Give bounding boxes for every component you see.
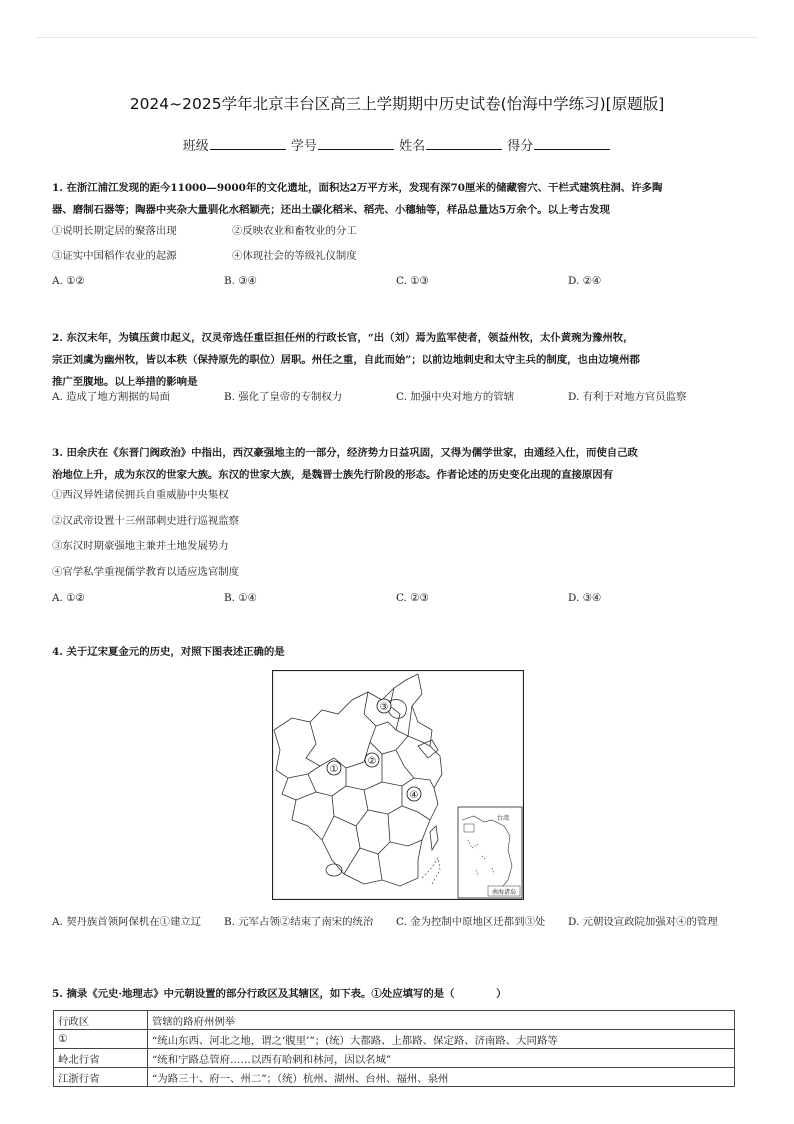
q4-option-a[interactable]: A. 契丹族首领阿保机在①建立辽 bbox=[52, 916, 202, 928]
map-marker-2-label: ② bbox=[367, 756, 377, 767]
question-4-stem bbox=[52, 641, 742, 663]
china-map-figure bbox=[272, 670, 524, 900]
score-blank[interactable] bbox=[534, 137, 610, 150]
table-header-row bbox=[54, 1011, 735, 1030]
table-cell: “为路三十、府一、州二”；（统）杭州、湖州、台州、福州、泉州 bbox=[148, 1068, 735, 1087]
q3-statement-2: ②汉武帝设置十三州部刺史进行巡视监察 bbox=[52, 515, 240, 527]
q4-option-c[interactable]: C. 金为控制中原地区迁都到③处 bbox=[396, 916, 546, 928]
q3-statement-1: ①西汉异姓诸侯拥兵自重威胁中央集权 bbox=[52, 489, 229, 501]
q1-option-d[interactable]: D. ②④ bbox=[568, 275, 602, 287]
question-1-stem bbox=[52, 177, 742, 221]
table-row bbox=[54, 1049, 735, 1068]
student-no-blank[interactable] bbox=[318, 137, 394, 150]
q1-statement-1: ①说明长期定居的聚落出现 bbox=[52, 225, 177, 237]
question-2-stem bbox=[52, 327, 742, 393]
q1-option-b[interactable]: B. ③④ bbox=[224, 275, 257, 287]
question-5-line: 5. 摘录《元史·地理志》中元朝设置的部分行政区及其辖区，如下表。①处应填写的是（ ） bbox=[52, 988, 507, 1000]
q3-option-a[interactable]: A. ①② bbox=[52, 592, 85, 604]
q3-statement-4: ④官学私学重视儒学教育以适应选官制度 bbox=[52, 566, 240, 578]
question-2-line: 推广至腹地。以上举措的影响是 bbox=[52, 376, 198, 388]
q2-option-d[interactable]: D. 有利于对地方官员监察 bbox=[568, 391, 687, 403]
question-4-line: 4. 关于辽宋夏金元的历史，对照下图表述正确的是 bbox=[52, 646, 285, 658]
q2-option-b[interactable]: B. 强化了皇帝的专制权力 bbox=[224, 391, 343, 403]
class-label: 班级 bbox=[182, 139, 209, 154]
table-cell: “统和宁路总管府……以西有哈剌和林河，因以名城” bbox=[148, 1049, 735, 1068]
question-3-stem bbox=[52, 442, 742, 486]
header-divider bbox=[36, 37, 758, 38]
table-cell: 江浙行省 bbox=[54, 1068, 148, 1087]
page-title: 2024~2025学年北京丰台区高三上学期期中历史试卷(怡海中学练习)[原题版] bbox=[129, 95, 665, 113]
q1-option-a[interactable]: A. ①② bbox=[52, 275, 85, 287]
table-cell: ① bbox=[54, 1030, 148, 1049]
q3-option-c[interactable]: C. ②③ bbox=[396, 592, 429, 604]
question-2-line: 宗正刘虞为幽州牧，皆以本秩（保持原先的职位）居职。州任之重，自此而始”；以前边地刺史和太守主兵的制度，也由边境州郡 bbox=[52, 354, 640, 366]
q1-statement-3: ③证实中国稻作农业的起源 bbox=[52, 250, 177, 262]
map-marker-3-label: ③ bbox=[379, 702, 389, 713]
table-cell: “统山东西、河北之地，谓之‘腹里’”；(统）大都路、上都路、保定路、济南路、大同路等 bbox=[148, 1030, 735, 1049]
q4-option-d[interactable]: D. 元朝设宣政院加强对④的管理 bbox=[568, 916, 718, 928]
score-label: 得分 bbox=[507, 139, 534, 154]
table-cell: 岭北行省 bbox=[54, 1049, 148, 1068]
inset-caption: 南海诸岛 bbox=[491, 889, 517, 896]
inset-taiwan-label: 台湾 bbox=[496, 815, 510, 822]
q2-option-a[interactable]: A. 造成了地方割据的局面 bbox=[52, 391, 171, 403]
student-no-label: 学号 bbox=[290, 139, 317, 154]
q4-option-b[interactable]: B. 元军占领②结束了南宋的统治 bbox=[224, 916, 374, 928]
q3-option-b[interactable]: B. ①④ bbox=[224, 592, 257, 604]
map-marker-4-label: ④ bbox=[409, 790, 419, 801]
question-1-line: 1. 在浙江浦江发现的距今11000—9000年的文化遗址，面积达2万平方米，发现有深70厘米的储藏窖穴、干栏式建筑柱洞、许多陶 bbox=[52, 182, 663, 194]
q3-statement-3: ③东汉时期豪强地主兼并土地发展势力 bbox=[52, 540, 229, 552]
table-header-cell: 管辖的路府州例举 bbox=[148, 1011, 735, 1030]
q1-statement-2: ②反映农业和畜牧业的分工 bbox=[232, 225, 357, 237]
question-3-line: 治地位上升，成为东汉的世家大族。东汉的世家大族，是魏晋士族先行阶段的形态。作者论述的历史变化出现的直接原因有 bbox=[52, 469, 614, 481]
question-5-stem bbox=[52, 983, 742, 1005]
map-marker-1-label: ① bbox=[329, 764, 339, 775]
student-info-row bbox=[0, 135, 794, 154]
q5-table bbox=[53, 1010, 735, 1087]
q1-statement-4: ④体现社会的等级礼仪制度 bbox=[232, 250, 357, 262]
class-blank[interactable] bbox=[210, 137, 286, 150]
table-row bbox=[54, 1030, 735, 1049]
question-3-line: 3. 田余庆在《东晋门阀政治》中指出，西汉豪强地主的一部分，经济势力日益巩固，又得为儒学世家，由通经入仕，而使自己政 bbox=[52, 447, 638, 459]
table-header-cell: 行政区 bbox=[54, 1011, 148, 1030]
q2-option-c[interactable]: C. 加强中央对地方的管辖 bbox=[396, 391, 515, 403]
question-1-line: 器、磨制石器等；陶器中夹杂大量驯化水稻颖壳；还出土碳化稻米、稻壳、小穗轴等，样品总量达5万余个。以上考古发现 bbox=[52, 204, 610, 216]
question-2-line: 2. 东汉末年，为镇压黄巾起义，汉灵帝选任重臣担任州的行政长官，“出（刘）焉为监军使者，领益州牧，太仆黄琬为豫州牧， bbox=[52, 332, 634, 344]
table-row bbox=[54, 1068, 735, 1087]
name-blank[interactable] bbox=[426, 137, 502, 150]
name-label: 姓名 bbox=[399, 139, 426, 154]
q1-option-c[interactable]: C. ①③ bbox=[396, 275, 429, 287]
map-inset bbox=[458, 807, 522, 898]
q3-option-d[interactable]: D. ③④ bbox=[568, 592, 602, 604]
